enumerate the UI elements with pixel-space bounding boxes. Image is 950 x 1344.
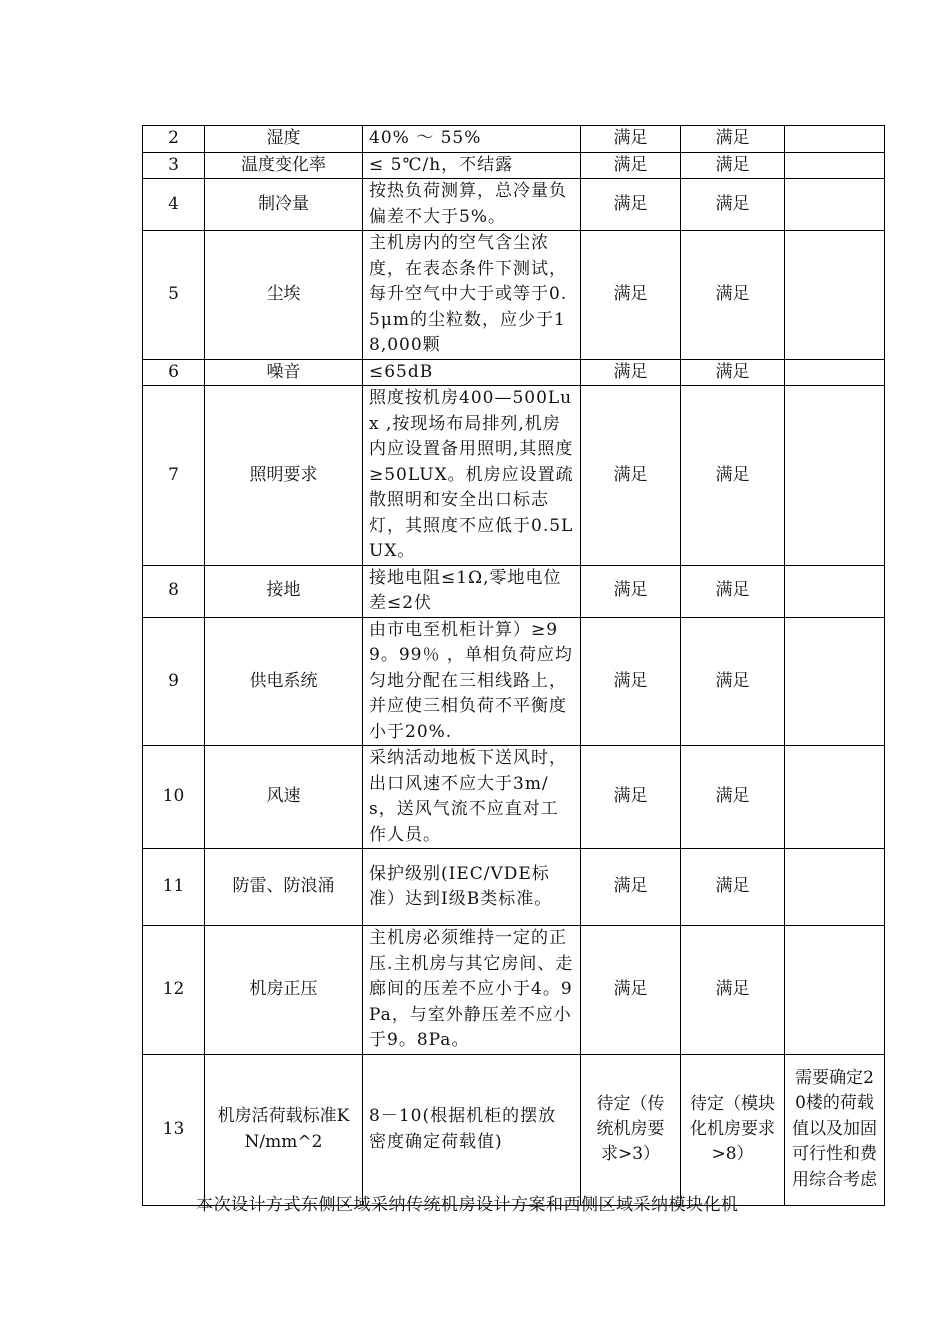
table-row <box>143 617 885 746</box>
row-note <box>785 152 885 179</box>
row-status-modular: 满足 <box>681 152 785 179</box>
row-number: 3 <box>143 152 205 179</box>
row-requirement: 接地电阻≤1Ω,零地电位差≤2伏 <box>363 565 581 617</box>
row-requirement: 照度按机房400—500Lux ,按现场布局排列,机房内应设置备用照明,其照度≥50LUX。机房应设置疏散照明和安全出口标志灯，其照度不应低于0.5LUX。 <box>363 386 581 566</box>
row-status-modular: 满足 <box>681 231 785 360</box>
row-number: 10 <box>143 746 205 849</box>
row-item: 湿度 <box>205 126 363 153</box>
table-row <box>143 231 885 360</box>
row-requirement: ≤ 5℃/h，不结露 <box>363 152 581 179</box>
row-status-traditional: 满足 <box>581 179 681 231</box>
row-status-modular: 满足 <box>681 746 785 849</box>
row-requirement: 主机房必须维持一定的正压.主机房与其它房间、走廊间的压差不应小于4。9Pa，与室外静压差不应小于9。8Pa。 <box>363 926 581 1055</box>
row-note <box>785 386 885 566</box>
row-note <box>785 126 885 153</box>
row-number: 13 <box>143 1054 205 1205</box>
table-row <box>143 152 885 179</box>
row-number: 9 <box>143 617 205 746</box>
row-requirement: 40% ～ 55% <box>363 126 581 153</box>
row-status-modular: 满足 <box>681 386 785 566</box>
row-requirement: 8－10(根据机柜的摆放密度确定荷载值) <box>363 1054 581 1205</box>
row-item: 噪音 <box>205 359 363 386</box>
row-note <box>785 231 885 360</box>
row-status-traditional: 满足 <box>581 359 681 386</box>
row-status-modular: 满足 <box>681 926 785 1055</box>
row-status-traditional: 满足 <box>581 386 681 566</box>
row-note <box>785 617 885 746</box>
row-number: 7 <box>143 386 205 566</box>
row-status-traditional: 满足 <box>581 231 681 360</box>
row-status-traditional: 满足 <box>581 746 681 849</box>
table-row <box>143 849 885 926</box>
row-item: 照明要求 <box>205 386 363 566</box>
table-row <box>143 746 885 849</box>
requirements-table <box>142 125 885 1206</box>
row-status-modular: 满足 <box>681 849 785 926</box>
row-status-traditional: 待定（传统机房要求>3） <box>581 1054 681 1205</box>
row-note <box>785 179 885 231</box>
row-note <box>785 849 885 926</box>
row-status-modular: 满足 <box>681 617 785 746</box>
row-note <box>785 359 885 386</box>
row-number: 4 <box>143 179 205 231</box>
row-status-traditional: 满足 <box>581 926 681 1055</box>
row-item: 供电系统 <box>205 617 363 746</box>
row-status-traditional: 满足 <box>581 849 681 926</box>
row-number: 6 <box>143 359 205 386</box>
row-item: 机房活荷载标准KN/mm^2 <box>205 1054 363 1205</box>
row-item: 防雷、防浪涌 <box>205 849 363 926</box>
row-requirement: ≤65dB <box>363 359 581 386</box>
row-requirement: 采纳活动地板下送风时，出口风速不应大于3m/s，送风气流不应直对工作人员。 <box>363 746 581 849</box>
row-status-traditional: 满足 <box>581 126 681 153</box>
table-row <box>143 359 885 386</box>
row-number: 8 <box>143 565 205 617</box>
row-note <box>785 565 885 617</box>
row-number: 11 <box>143 849 205 926</box>
table-row <box>143 926 885 1055</box>
row-status-traditional: 满足 <box>581 565 681 617</box>
row-status-modular: 满足 <box>681 359 785 386</box>
row-status-modular: 满足 <box>681 565 785 617</box>
table-row <box>143 1054 885 1205</box>
row-status-traditional: 满足 <box>581 152 681 179</box>
row-item: 制冷量 <box>205 179 363 231</box>
row-item: 机房正压 <box>205 926 363 1055</box>
row-requirement: 主机房内的空气含尘浓度，在表态条件下测试，每升空气中大于或等于0.5μm的尘粒数，应少于18,000颗 <box>363 231 581 360</box>
row-status-modular: 待定（模块化机房要求>8） <box>681 1054 785 1205</box>
row-status-traditional: 满足 <box>581 617 681 746</box>
row-item: 风速 <box>205 746 363 849</box>
footer-paragraph: 本次设计方式东侧区域采纳传统机房设计方案和西侧区域采纳模块化机 <box>196 1195 739 1215</box>
row-requirement: 由市电至机柜计算）≥99。99％ ，单相负荷应均匀地分配在三相线路上，并应使三相负荷不平衡度小于20%. <box>363 617 581 746</box>
row-item: 接地 <box>205 565 363 617</box>
row-item: 尘埃 <box>205 231 363 360</box>
table-row <box>143 126 885 153</box>
row-number: 2 <box>143 126 205 153</box>
table-row <box>143 179 885 231</box>
row-number: 5 <box>143 231 205 360</box>
row-status-modular: 满足 <box>681 126 785 153</box>
row-status-modular: 满足 <box>681 179 785 231</box>
row-item: 温度变化率 <box>205 152 363 179</box>
table-row <box>143 565 885 617</box>
row-number: 12 <box>143 926 205 1055</box>
table-row <box>143 386 885 566</box>
row-note: 需要确定20楼的荷载值以及加固可行性和费用综合考虑 <box>785 1054 885 1205</box>
row-note <box>785 746 885 849</box>
row-requirement: 保护级别(IEC/VDE标准）达到Ⅰ级B类标准。 <box>363 849 581 926</box>
row-requirement: 按热负荷测算，总冷量负偏差不大于5%。 <box>363 179 581 231</box>
row-note <box>785 926 885 1055</box>
